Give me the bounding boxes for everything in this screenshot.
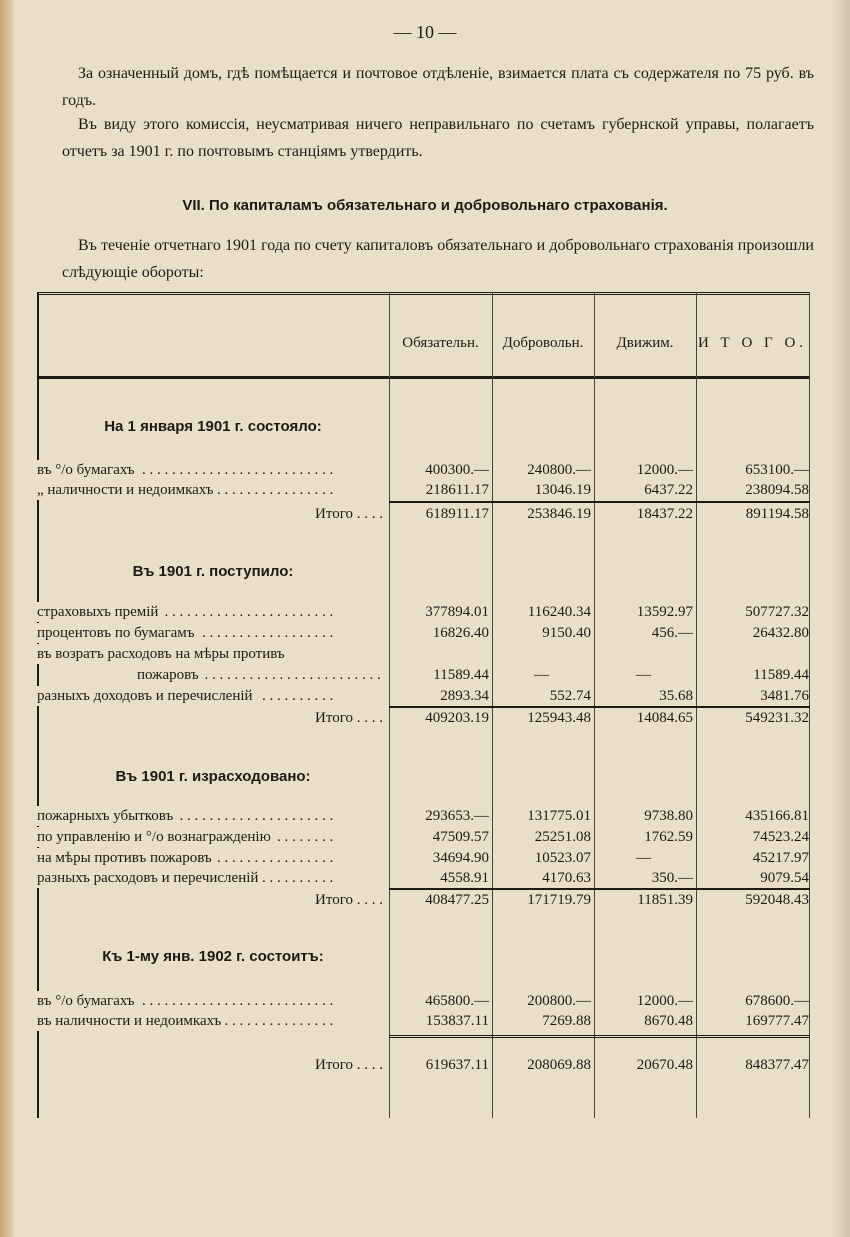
cell-movable: 8670.48 bbox=[644, 1013, 693, 1029]
cell-voluntary: 10523.07 bbox=[534, 850, 591, 866]
cell-movable: 14084.65 bbox=[636, 710, 693, 726]
cell-voluntary: 9150.40 bbox=[542, 625, 591, 641]
cell-movable: 6437.22 bbox=[644, 482, 693, 498]
cell-obligatory: 293653.— bbox=[425, 808, 489, 824]
page-edge bbox=[0, 0, 14, 1237]
cell-movable: 20670.48 bbox=[636, 1057, 693, 1073]
cell-total: 592048.43 bbox=[745, 892, 809, 908]
subtotal-rule bbox=[389, 501, 810, 503]
paragraph: За означенный домъ, гдѣ помѣщается и почтовое отдѣленіе, взимается плата съ содержателя по 75 руб. въ годъ. bbox=[62, 65, 814, 109]
cell-voluntary: 25251.08 bbox=[534, 829, 591, 845]
cell-total: 9079.54 bbox=[760, 870, 809, 886]
cell-total: 238094.58 bbox=[745, 482, 809, 498]
column-header-movable: Движим. bbox=[616, 335, 674, 351]
row-label: процентовъ по бумагамъ bbox=[37, 623, 199, 643]
table-row bbox=[37, 827, 810, 847]
cell-voluntary: 171719.79 bbox=[527, 892, 591, 908]
cell-obligatory: 218611.17 bbox=[425, 482, 489, 498]
cell-obligatory: 618911.17 bbox=[425, 506, 489, 522]
total-label: Итого . . . . bbox=[315, 710, 383, 726]
column-header-voluntary: Добровольн. bbox=[502, 335, 584, 351]
cell-total: 435166.81 bbox=[745, 808, 809, 824]
cell-obligatory: 408477.25 bbox=[425, 892, 489, 908]
page-number: — 10 — bbox=[393, 22, 457, 42]
cell-total: 678600.— bbox=[745, 993, 809, 1009]
total-row bbox=[37, 504, 810, 524]
total-row bbox=[37, 708, 810, 728]
cell-voluntary: 240800.— bbox=[527, 462, 591, 478]
cell-total: 26432.80 bbox=[752, 625, 809, 641]
row-label: пожаровъ bbox=[137, 665, 203, 685]
cell-voluntary: 13046.19 bbox=[534, 482, 591, 498]
table-top-rule bbox=[37, 292, 810, 295]
group-heading: Въ 1901 г. израсходовано: bbox=[115, 768, 311, 785]
total-label: Итого . . . . bbox=[315, 506, 383, 522]
cell-total: 45217.97 bbox=[752, 850, 809, 866]
total-label: Итого . . . . bbox=[315, 1057, 383, 1073]
row-label: „ наличности и недоимкахъ bbox=[37, 480, 218, 500]
section-heading: VII. По капиталамъ обязательнаго и добровольнаго страхованія. bbox=[182, 197, 668, 214]
cell-voluntary: 125943.48 bbox=[527, 710, 591, 726]
table-row bbox=[37, 991, 810, 1011]
page-edge bbox=[830, 0, 850, 1237]
cell-total: 74523.24 bbox=[752, 829, 809, 845]
cell-voluntary: 4170.63 bbox=[542, 870, 591, 886]
cell-movable: 1762.59 bbox=[644, 829, 693, 845]
subtotal-rule bbox=[389, 1035, 810, 1038]
cell-obligatory: 377894.01 bbox=[425, 604, 489, 620]
cell-movable: 350.— bbox=[651, 870, 693, 886]
cell-obligatory: 16826.40 bbox=[432, 625, 489, 641]
cell-voluntary: 116240.34 bbox=[527, 604, 591, 620]
cell-total: 848377.47 bbox=[745, 1057, 809, 1073]
table-row bbox=[37, 848, 810, 868]
cell-voluntary: 208069.88 bbox=[527, 1057, 591, 1073]
cell-obligatory: 4558.91 bbox=[440, 870, 489, 886]
header-rule bbox=[37, 376, 810, 379]
cell-obligatory: 465800.— bbox=[425, 993, 489, 1009]
table-row bbox=[37, 806, 810, 826]
row-label: страховыхъ премій bbox=[37, 602, 162, 622]
group-heading: На 1 января 1901 г. состояло: bbox=[104, 418, 322, 435]
cell-voluntary: 7269.88 bbox=[542, 1013, 591, 1029]
cell-movable: — bbox=[636, 667, 651, 683]
capital-ledger-table bbox=[37, 292, 810, 1118]
column-header-obligatory: Обязательн. bbox=[402, 335, 479, 351]
row-label: разныхъ доходовъ и перечисленій bbox=[37, 686, 257, 706]
column-header-total: И Т О Г О. bbox=[697, 335, 808, 351]
total-label: Итого . . . . bbox=[315, 892, 383, 908]
group-heading: Въ 1901 г. поступило: bbox=[132, 563, 294, 580]
cell-voluntary: 552.74 bbox=[549, 688, 591, 704]
cell-voluntary: — bbox=[534, 667, 549, 683]
cell-total: 507727.32 bbox=[745, 604, 809, 620]
cell-obligatory: 47509.57 bbox=[432, 829, 489, 845]
paragraph: Въ теченіе отчетнаго 1901 года по счету капиталовъ обязательнаго и добровольнаго страхованія произошли слѣдующіе обороты: bbox=[62, 237, 814, 281]
cell-obligatory: 153837.11 bbox=[425, 1013, 489, 1029]
cell-movable: 9738.80 bbox=[644, 808, 693, 824]
table-row bbox=[37, 644, 810, 664]
cell-total: 891194.58 bbox=[745, 506, 809, 522]
row-label: пожарныхъ убытковъ bbox=[37, 806, 177, 826]
cell-obligatory: 619637.11 bbox=[425, 1057, 489, 1073]
cell-movable: 456.— bbox=[651, 625, 693, 641]
table-row bbox=[37, 686, 810, 706]
cell-voluntary: 200800.— bbox=[527, 993, 591, 1009]
table-row bbox=[37, 602, 810, 622]
row-label: въ °/о бумагахъ bbox=[37, 991, 139, 1011]
cell-movable: 35.68 bbox=[659, 688, 693, 704]
row-label: по управленію и °/о вознагражденію bbox=[37, 827, 275, 847]
cell-obligatory: 11589.44 bbox=[433, 667, 489, 683]
total-row bbox=[37, 1055, 810, 1075]
cell-obligatory: 409203.19 bbox=[425, 710, 489, 726]
cell-obligatory: 34694.90 bbox=[432, 850, 489, 866]
cell-movable: — bbox=[636, 850, 651, 866]
cell-total: 653100.— bbox=[745, 462, 809, 478]
table-row bbox=[37, 480, 810, 500]
cell-movable: 18437.22 bbox=[636, 506, 693, 522]
cell-total: 3481.76 bbox=[760, 688, 809, 704]
paragraph: Въ виду этого комиссія, неусматривая ничего неправильнаго по счетамъ губернской управы, полагаетъ отчетъ за 1901 г. по почтовымъ станціямъ утвердить. bbox=[62, 116, 814, 160]
table-row bbox=[37, 460, 810, 480]
table-row bbox=[37, 868, 810, 888]
cell-movable: 11851.39 bbox=[637, 892, 693, 908]
cell-obligatory: 2893.34 bbox=[440, 688, 489, 704]
cell-voluntary: 131775.01 bbox=[527, 808, 591, 824]
cell-movable: 13592.97 bbox=[636, 604, 693, 620]
row-label: на мѣры противъ пожаровъ bbox=[37, 848, 216, 868]
cell-voluntary: 253846.19 bbox=[527, 506, 591, 522]
table-row bbox=[37, 623, 810, 643]
table-row bbox=[37, 665, 810, 685]
cell-movable: 12000.— bbox=[636, 462, 693, 478]
table-row bbox=[37, 1011, 810, 1031]
row-label: разныхъ расходовъ и перечисленій bbox=[37, 868, 262, 888]
cell-total: 549231.32 bbox=[745, 710, 809, 726]
total-row bbox=[37, 890, 810, 910]
group-heading: Къ 1-му янв. 1902 г. состоитъ: bbox=[102, 948, 324, 965]
row-label: въ наличности и недоимкахъ bbox=[37, 1011, 225, 1031]
row-label: въ возратъ расходовъ на мѣры противъ bbox=[37, 644, 289, 664]
row-label: въ °/о бумагахъ bbox=[37, 460, 139, 480]
cell-total: 169777.47 bbox=[745, 1013, 809, 1029]
cell-total: 11589.44 bbox=[753, 667, 809, 683]
cell-obligatory: 400300.— bbox=[425, 462, 489, 478]
cell-movable: 12000.— bbox=[636, 993, 693, 1009]
